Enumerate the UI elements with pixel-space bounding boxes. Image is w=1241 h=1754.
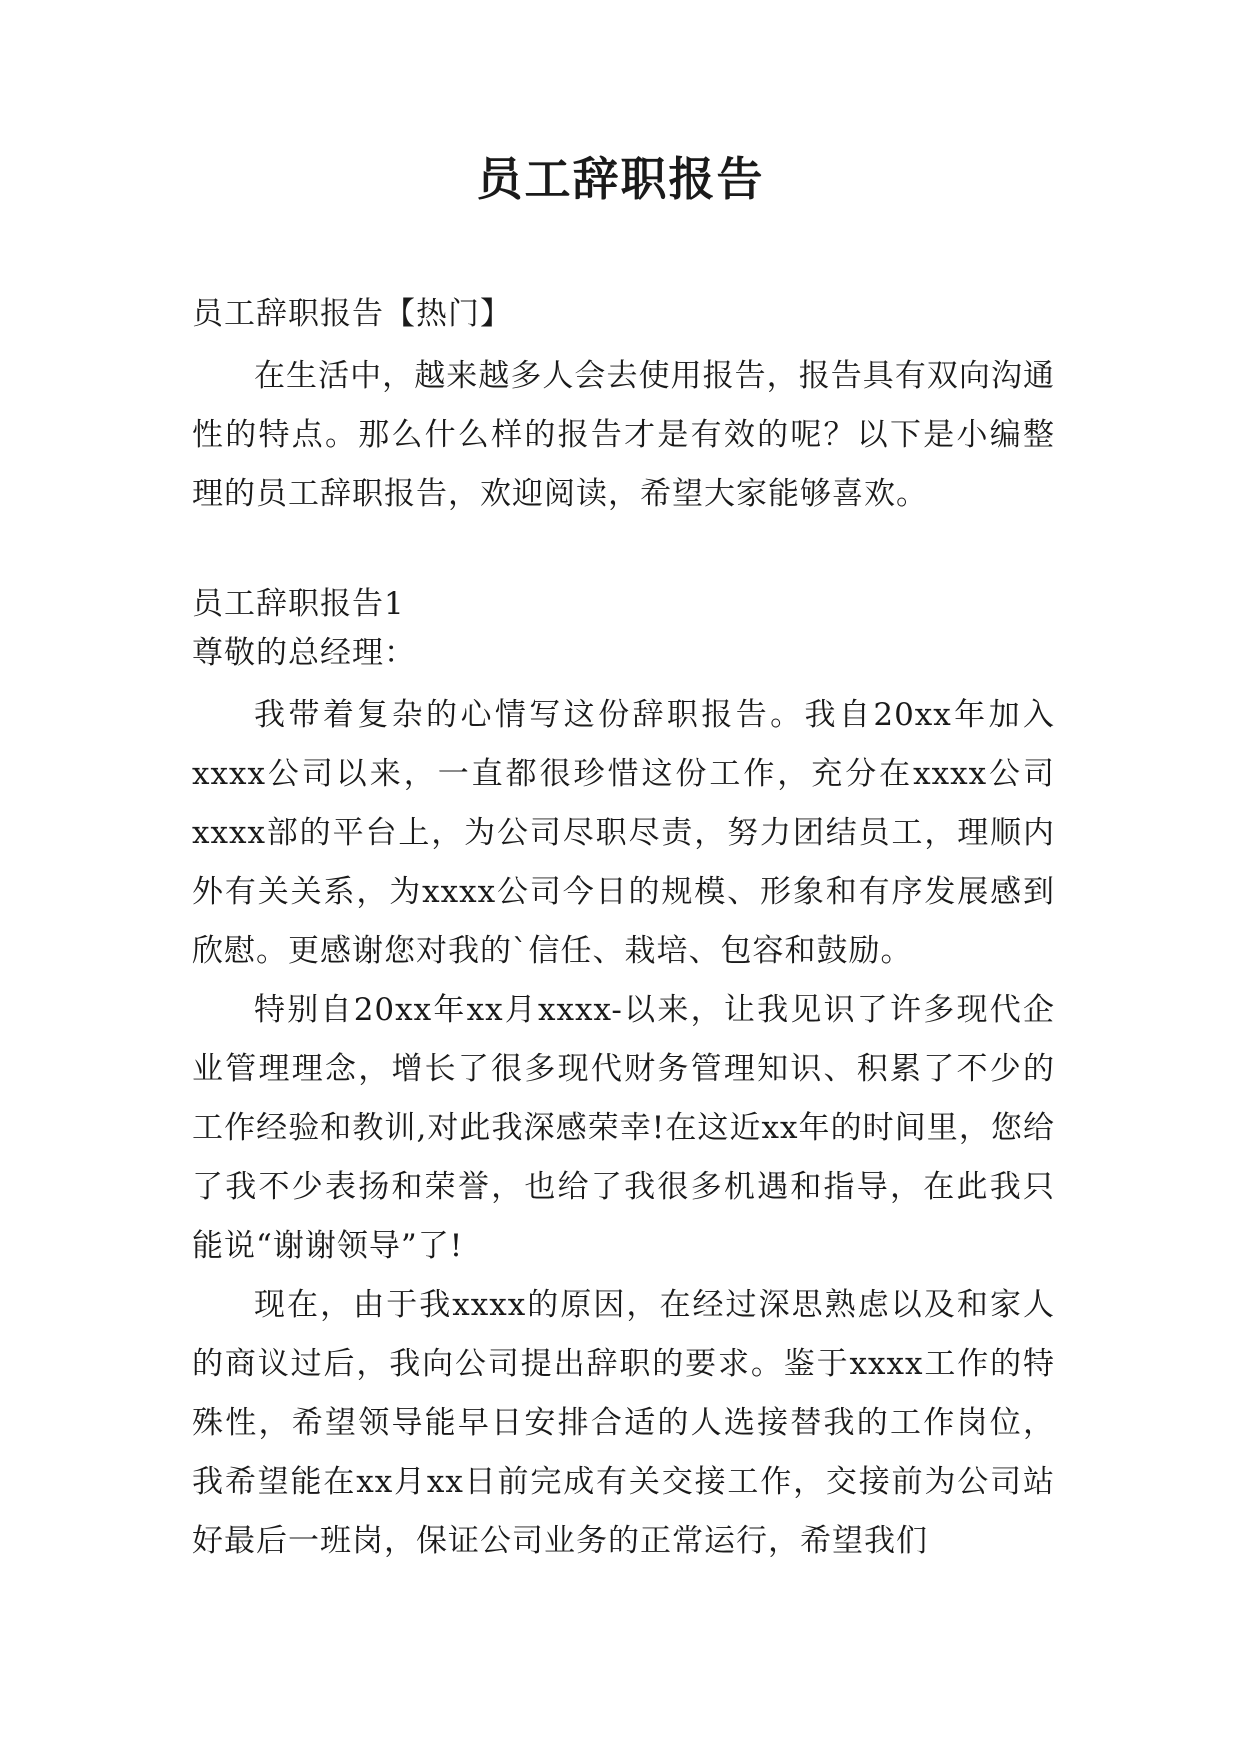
document-title: 员工辞职报告 <box>476 152 765 206</box>
document-subtitle: 员工辞职报告【热门】 <box>192 296 512 332</box>
spacer <box>192 678 1055 686</box>
document-body <box>192 290 1055 1571</box>
salutation: 尊敬的总经理： <box>192 635 416 671</box>
body-paragraph-3: 现在，由于我xxxx的原因，在经过深思熟虑以及和家人的商议过后，我向公司提出辞职的要求。鉴于xxxx工作的特殊性，希望领导能早日安排合适的人选接替我的工作岗位，我希望能在xx月xx日前完成有关交接工作，交接前为公司站好最后一班岗，保证公司业务的正常运行，希望我们 <box>192 1287 1055 1559</box>
spacer <box>192 524 1055 580</box>
intro-paragraph: 在生活中，越来越多人会去使用报告，报告具有双向沟通性的特点。那么什么样的报告才是有效的呢？以下是小编整理的员工辞职报告，欢迎阅读，希望大家能够喜欢。 <box>192 358 1055 512</box>
spacer <box>192 339 1055 347</box>
body-paragraph-1: 我带着复杂的心情写这份辞职报告。我自20xx年加入xxxx公司以来，一直都很珍惜这份工作，充分在xxxx公司xxxx部的平台上，为公司尽职尽责，努力团结员工，理顺内外有关关系，为xxxx公司今日的规模、形象和有序发展感到欣慰。更感谢您对我的`信任、栽培、包容和鼓励。 <box>192 697 1055 969</box>
section-heading: 员工辞职报告1 <box>192 586 405 622</box>
body-paragraph-2: 特别自20xx年xx月xxxx-以来，让我见识了许多现代企业管理理念，增长了很多现代财务管理知识、积累了不少的工作经验和教训,对此我深感荣幸!在这近xx年的时间里，您给了我不少表扬和荣誉，也给了我很多机遇和指导，在此我只能说“谢谢领导”了! <box>192 992 1055 1264</box>
